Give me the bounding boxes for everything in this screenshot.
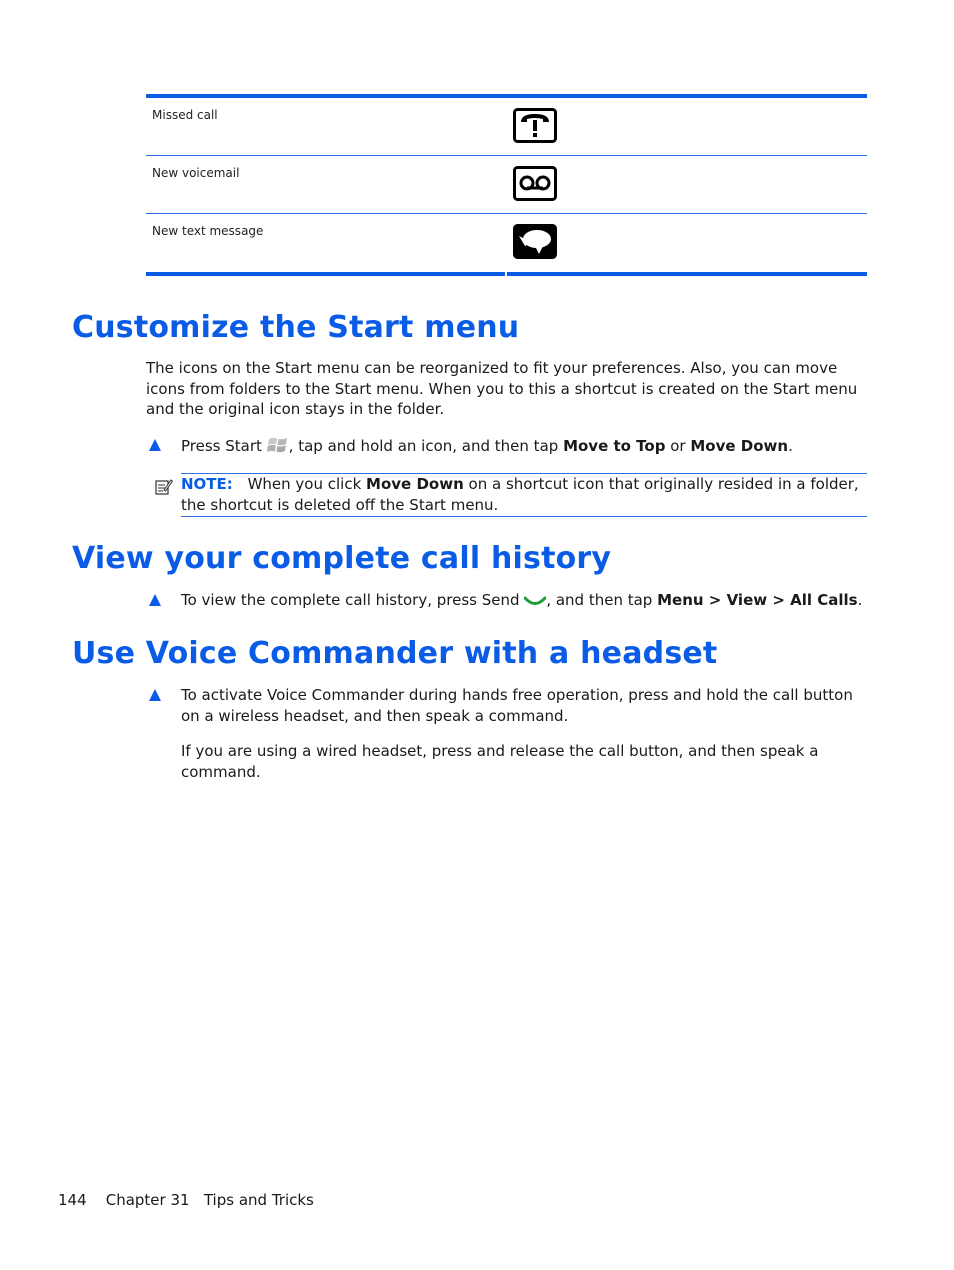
chapter-title: Tips and Tricks <box>203 1191 314 1209</box>
move-to-top-label: Move to Top <box>563 437 666 455</box>
menu-path-label: Menu > View > All Calls <box>657 591 858 609</box>
note-text: on a shortcut icon that originally resided in a folder, the shortcut is deleted off the Start menu. <box>181 475 859 514</box>
text-message-icon <box>513 224 557 259</box>
row-label: New voicemail <box>152 166 240 180</box>
note-text: When you click <box>247 475 362 493</box>
step-text: . <box>857 591 863 609</box>
step-text: . <box>788 437 793 455</box>
bullet-triangle-icon <box>149 689 161 701</box>
chapter-number: Chapter 31 <box>105 1191 190 1209</box>
voicemail-icon <box>513 166 557 201</box>
step-text: To activate Voice Commander during hands free operation, press and hold the call button on a wireless headset, and then speak a command. <box>181 686 853 725</box>
bullet-triangle-icon <box>149 439 161 451</box>
missed-call-icon <box>513 108 557 143</box>
customize-paragraph: The icons on the Start menu can be reorganized to fit your preferences. Also, you can move icons from folders to the Start menu. When you to this a shortcut is created on the Start menu and the original icon stays in the folder. <box>146 359 858 418</box>
step-text: , and then tap <box>546 591 653 609</box>
note-move-down-label: Move Down <box>366 475 464 493</box>
step-text: or <box>670 437 686 455</box>
step-text: To view the complete call history, press Send <box>181 591 520 609</box>
step-text: , tap and hold an icon, and then tap <box>288 437 559 455</box>
status-icon-table <box>146 94 867 276</box>
section-title-customize: Customize the Start menu <box>72 310 520 345</box>
section-title-history: View your complete call history <box>72 541 612 576</box>
row-label: Missed call <box>152 108 218 122</box>
voice-paragraph: If you are using a wired headset, press and release the call button, and then speak a command. <box>181 742 819 781</box>
note-label: NOTE: <box>181 475 233 493</box>
row-label: New text message <box>152 224 264 238</box>
column-separator <box>505 272 507 276</box>
page-number: 144 <box>58 1191 87 1209</box>
note-box <box>181 473 867 517</box>
note-pencil-icon <box>155 478 173 496</box>
table-row <box>146 214 867 272</box>
send-key-icon <box>524 595 546 609</box>
table-row <box>146 98 867 156</box>
section-title-voice: Use Voice Commander with a headset <box>72 636 718 671</box>
bullet-triangle-icon <box>149 594 161 606</box>
move-down-label: Move Down <box>690 437 789 455</box>
table-row <box>146 156 867 214</box>
page-footer <box>58 1191 314 1209</box>
windows-start-icon <box>267 435 289 455</box>
step-text: Press Start <box>181 437 262 455</box>
